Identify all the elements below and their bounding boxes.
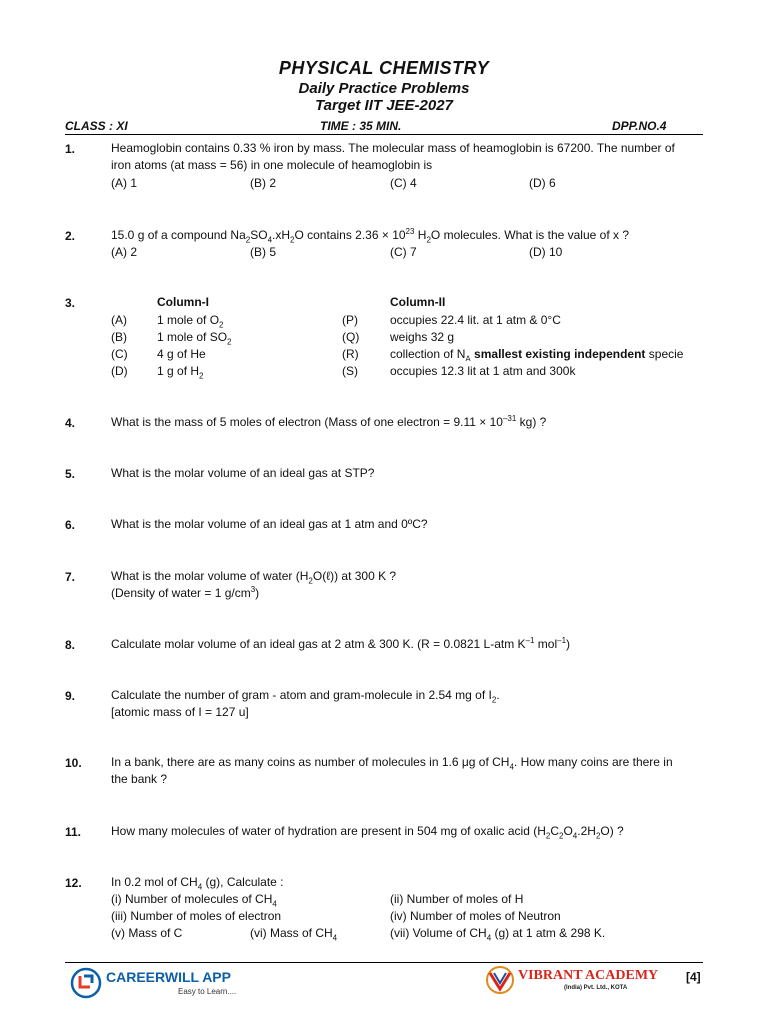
match-label: (A)	[111, 313, 127, 327]
page-number: [4]	[686, 970, 701, 984]
question-11: How many molecules of water of hydration are present in 504 mg of oxalic acid $(H_2C_2O_4.2H_2O)$ ?	[111, 824, 624, 841]
sub-question: (iii) Number of moles of electron	[111, 909, 282, 923]
match-label: (R)	[342, 347, 359, 361]
sub-question: (vi) Mass of $CH_4$	[250, 926, 338, 943]
question-text: Heamoglobin contains 0.33 % iron by mass. The molecular mass of heamoglobin is 67200. The number of	[111, 141, 675, 155]
question-4: What is the mass of 5 moles of electron (Mass of one electron = $9.11 \times 10^{-31}$ kg) ?	[111, 414, 547, 429]
match-item: weighs 32 g	[390, 330, 455, 344]
option: (A) 2	[111, 245, 138, 259]
question-number: 6.	[65, 518, 76, 532]
question-10: In a bank, there are as many coins as number of molecules in 1.6 μg of $CH_4$. How many coins are there in the bank ?	[111, 755, 673, 786]
careerwill-logo-icon	[70, 967, 102, 999]
question-number: 4.	[65, 416, 76, 430]
match-item: collection of $N_A$ smallest existing independent specie	[390, 347, 684, 361]
sub-question: (i) Number of molecules of $CH_4$	[111, 892, 277, 909]
question-1	[111, 140, 711, 174]
match-label: (D)	[111, 364, 128, 378]
match-label: (B)	[111, 330, 127, 344]
sub-question: (ii) Number of moles of H	[390, 892, 524, 906]
option: (B) 2	[250, 176, 277, 190]
question-6: What is the molar volume of an ideal gas at 1 atm and 0ºC?	[111, 517, 428, 531]
question-number: 3.	[65, 296, 76, 310]
match-item: 1 mole of $O_2$	[157, 313, 224, 330]
page-subtitle: Daily Practice Problems	[298, 80, 470, 97]
column-1-heading: Column-I	[157, 295, 209, 309]
question-number: 5.	[65, 467, 76, 481]
header-rule	[65, 134, 703, 135]
question-7: What is the molar volume of water $(H_2O(\ell))$ at 300 K ? (Density of water = 1 $g/cm^3$)	[111, 569, 397, 600]
time-label: TIME : 35 MIN.	[320, 119, 402, 133]
option: (D) 10	[529, 245, 563, 259]
sub-question: (vii) Volume of $CH_4$ (g) at 1 atm & 298 K.	[390, 926, 606, 943]
vibrant-academy-emblem-icon	[484, 965, 516, 995]
sub-question: (iv) Number of moles of Neutron	[390, 909, 561, 923]
question-number: 2.	[65, 229, 76, 243]
page-title: PHYSICAL CHEMISTRY	[278, 58, 490, 78]
vibrant-academy-sub: (India) Pvt. Ltd., KOTA	[564, 985, 628, 991]
option: (D) 6	[529, 176, 556, 190]
match-label: (P)	[342, 313, 358, 327]
match-item: 4 g of He	[157, 347, 206, 361]
question-number: 12.	[65, 876, 82, 890]
match-label: (C)	[111, 347, 128, 361]
option: (C) 7	[390, 245, 417, 259]
question-number: 9.	[65, 689, 76, 703]
match-label: (S)	[342, 364, 358, 378]
footer-rule	[65, 962, 703, 963]
match-item: occupies 22.4 lit. at 1 atm & 0°C	[390, 313, 561, 327]
target-line: Target IIT JEE-2027	[315, 97, 453, 114]
match-label: (Q)	[342, 330, 360, 344]
careerwill-brand: CAREERWILL APP	[106, 969, 231, 985]
option: (B) 5	[250, 245, 277, 259]
dpp-label: DPP.NO.4	[612, 119, 667, 133]
sub-question: (v) Mass of C	[111, 926, 183, 940]
question-8: Calculate molar volume of an ideal gas at 2 atm & 300 K. (R = 0.0821 L-atm $K^{-1}$ mol$^{-1}$)	[111, 636, 571, 651]
match-item: occupies 12.3 lit at 1 atm and 300k	[390, 364, 576, 378]
question-text: iron atoms (at mass = 56) in one molecule of heamoglobin is	[111, 158, 433, 172]
question-2: 15.0 g of a compound $Na_2SO_4.xH_2O$ contains $2.36 \times 10^{23}$ $H_2O$ molecules. What is the value of x ?	[111, 227, 629, 245]
match-item: 1 g of $H_2$	[157, 364, 204, 381]
question-number: 7.	[65, 570, 76, 584]
question-5: What is the molar volume of an ideal gas at STP?	[111, 466, 375, 480]
question-number: 10.	[65, 756, 82, 770]
question-number: 11.	[65, 825, 82, 839]
match-item: 1 mole of $SO_2$	[157, 330, 232, 347]
question-12: In 0.2 mol of $CH_4$ (g), Calculate :	[111, 875, 284, 892]
question-9: Calculate the number of gram - atom and gram-molecule in 2.54 mg of $I_2$. [atomic mass of I = 127 u]	[111, 688, 500, 719]
column-2-heading: Column-II	[390, 295, 446, 309]
question-number: 1.	[65, 142, 76, 156]
class-label: CLASS : XI	[65, 119, 128, 133]
question-number: 8.	[65, 638, 76, 652]
careerwill-tagline: Easy to Learn....	[178, 987, 237, 996]
option: (C) 4	[390, 176, 417, 190]
vibrant-academy-name: VIBRANT ACADEMY	[518, 968, 659, 983]
option: (A) 1	[111, 176, 138, 190]
